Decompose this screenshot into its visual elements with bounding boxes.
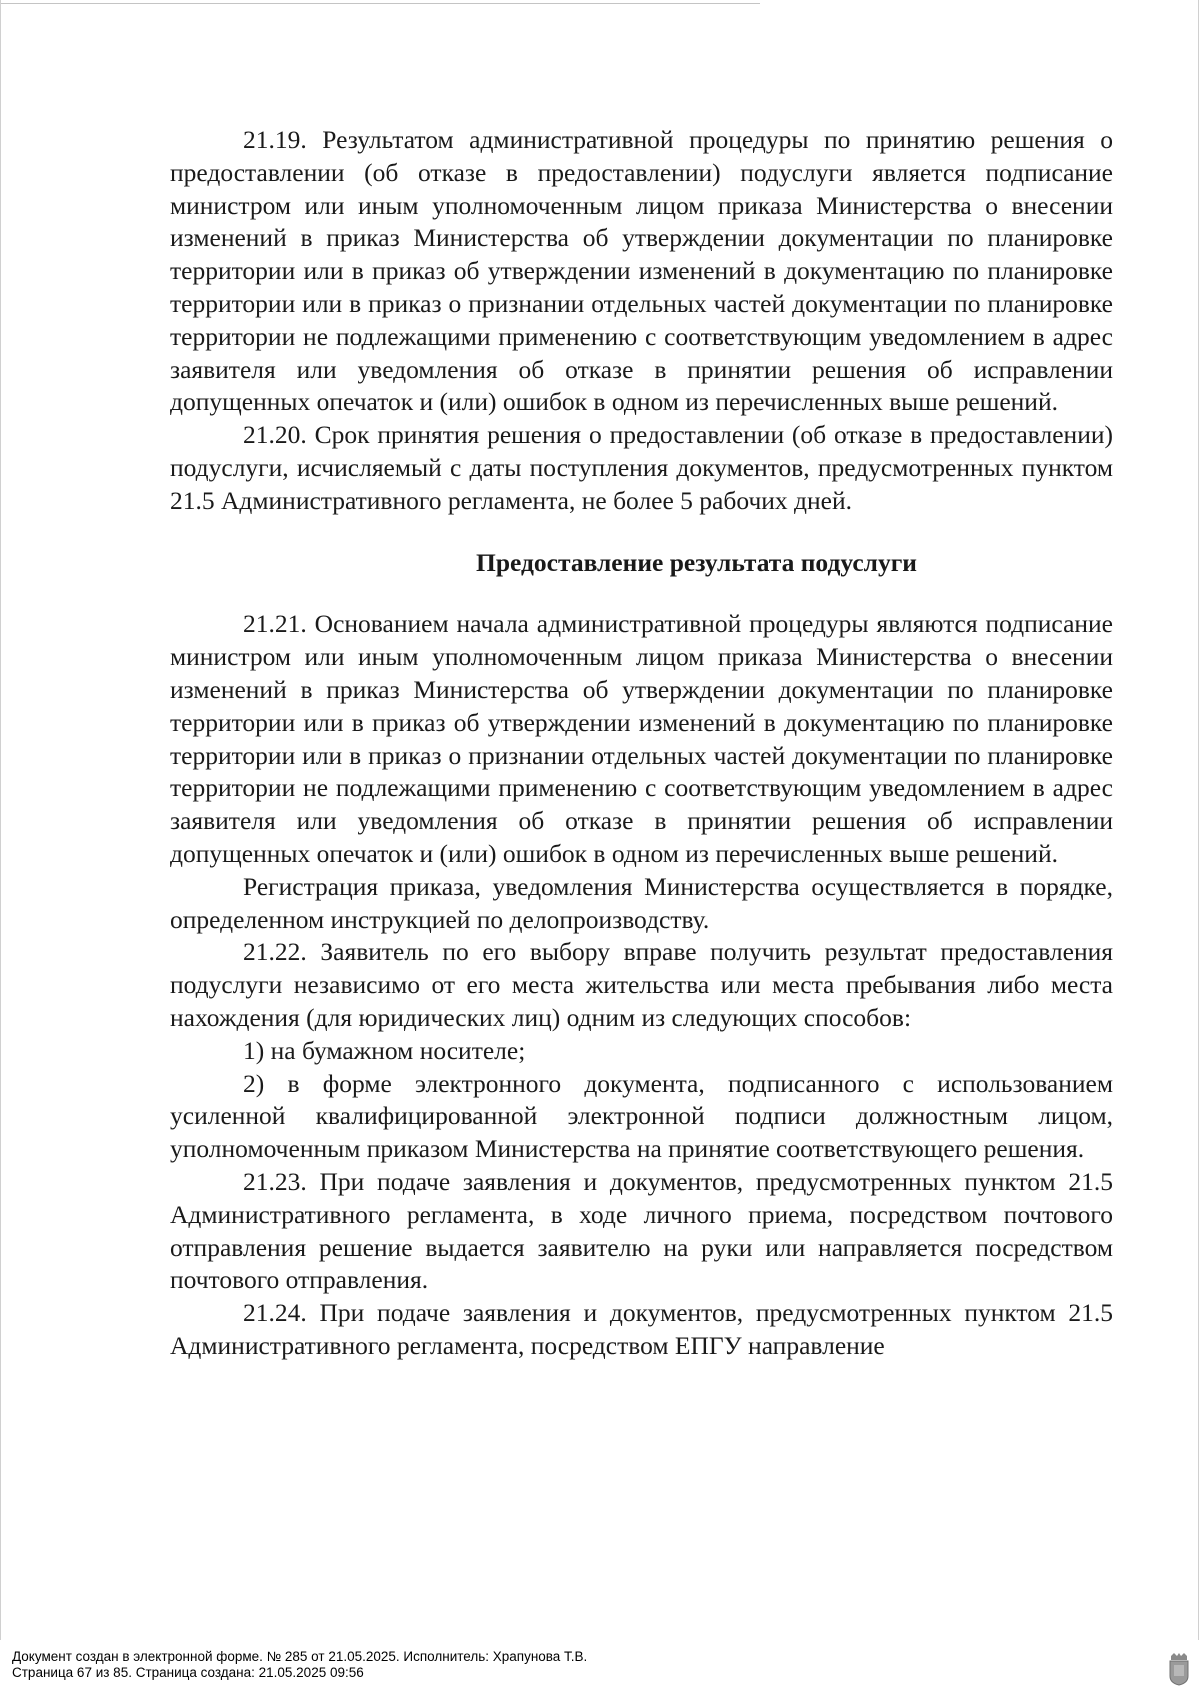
scan-edge-right <box>1198 0 1199 1640</box>
scan-edge-top <box>0 3 760 4</box>
paragraph-21-21: 21.21. Основанием начала административной процедуры являются подписание министром или иным уполномоченным лицом приказа Министерства о внесении изменений в приказ Министерства об утверждении документации по планировке территории или в приказ об утверждении изменений в документацию по планировке территории или в приказ о признании отдельных частей документации по планировке территории не подлежащими применению с соответствующим уведомлением в адрес заявителя или уведомления об отказе в принятии решения об исправлении допущенных опечаток и (или) ошибок в одном из перечисленных выше решений. <box>170 609 1113 868</box>
document-footer <box>12 1649 1112 1681</box>
coat-of-arms-icon <box>1168 1652 1190 1686</box>
document-body <box>170 124 1113 1363</box>
footer-line-2: Страница 67 из 85. Страница создана: 21.05.2025 09:56 <box>12 1665 364 1680</box>
list-item-paper: 1) на бумажном носителе; <box>243 1035 526 1065</box>
scan-edge-left <box>0 0 1 1640</box>
section-heading: Предоставление результата подуслуги <box>476 547 917 577</box>
list-item-electronic: 2) в форме электронного документа, подписанного с использованием усиленной квалифицированной электронной подписи должностным лицом, уполномоченным приказом Министерства на принятие соответствующего решения. <box>170 1068 1113 1164</box>
paragraph-21-19: 21.19. Результатом административной процедуры по принятию решения о предоставлении (об отказе в предоставлении) подуслуги является подписание министром или иным уполномоченным лицом приказа Министерства о внесении изменений в приказ Министерства об утверждении документации по планировке территории или в приказ об утверждении изменений в документацию по планировке территории или в приказ о признании отдельных частей документации по планировке территории не подлежащими применению с соответствующим уведомлением в адрес заявителя или уведомления об отказе в принятии решения об исправлении допущенных опечаток и (или) ошибок в одном из перечисленных выше решений. <box>170 125 1113 417</box>
paragraph-21-23: 21.23. При подаче заявления и документов, предусмотренных пунктом 21.5 Административного регламента, в ходе личного приема, посредством почтового отправления решение выдается заявителю на руки или направляется посредством почтового отправления. <box>170 1166 1113 1295</box>
paragraph-21-24: 21.24. При подаче заявления и документов, предусмотренных пунктом 21.5 Административного регламента, посредством ЕПГУ направление <box>170 1298 1113 1360</box>
footer-line-1: Документ создан в электронной форме. № 285 от 21.05.2025. Исполнитель: Храпунова Т.В. <box>12 1649 588 1664</box>
paragraph-21-20: 21.20. Срок принятия решения о предоставлении (об отказе в предоставлении) подуслуги, исчисляемый с даты поступления документов, предусмотренных пунктом 21.5 Административного регламента, не более 5 рабочих дней. <box>170 420 1113 515</box>
paragraph-registration: Регистрация приказа, уведомления Министерства осуществляется в порядке, определенном инструкцией по делопроизводству. <box>170 871 1113 934</box>
paragraph-21-22: 21.22. Заявитель по его выбору вправе получить результат предоставления подуслуги независимо от его места жительства или места пребывания либо места нахождения (для юридических лиц) одним из следующих способов: <box>170 937 1113 1032</box>
